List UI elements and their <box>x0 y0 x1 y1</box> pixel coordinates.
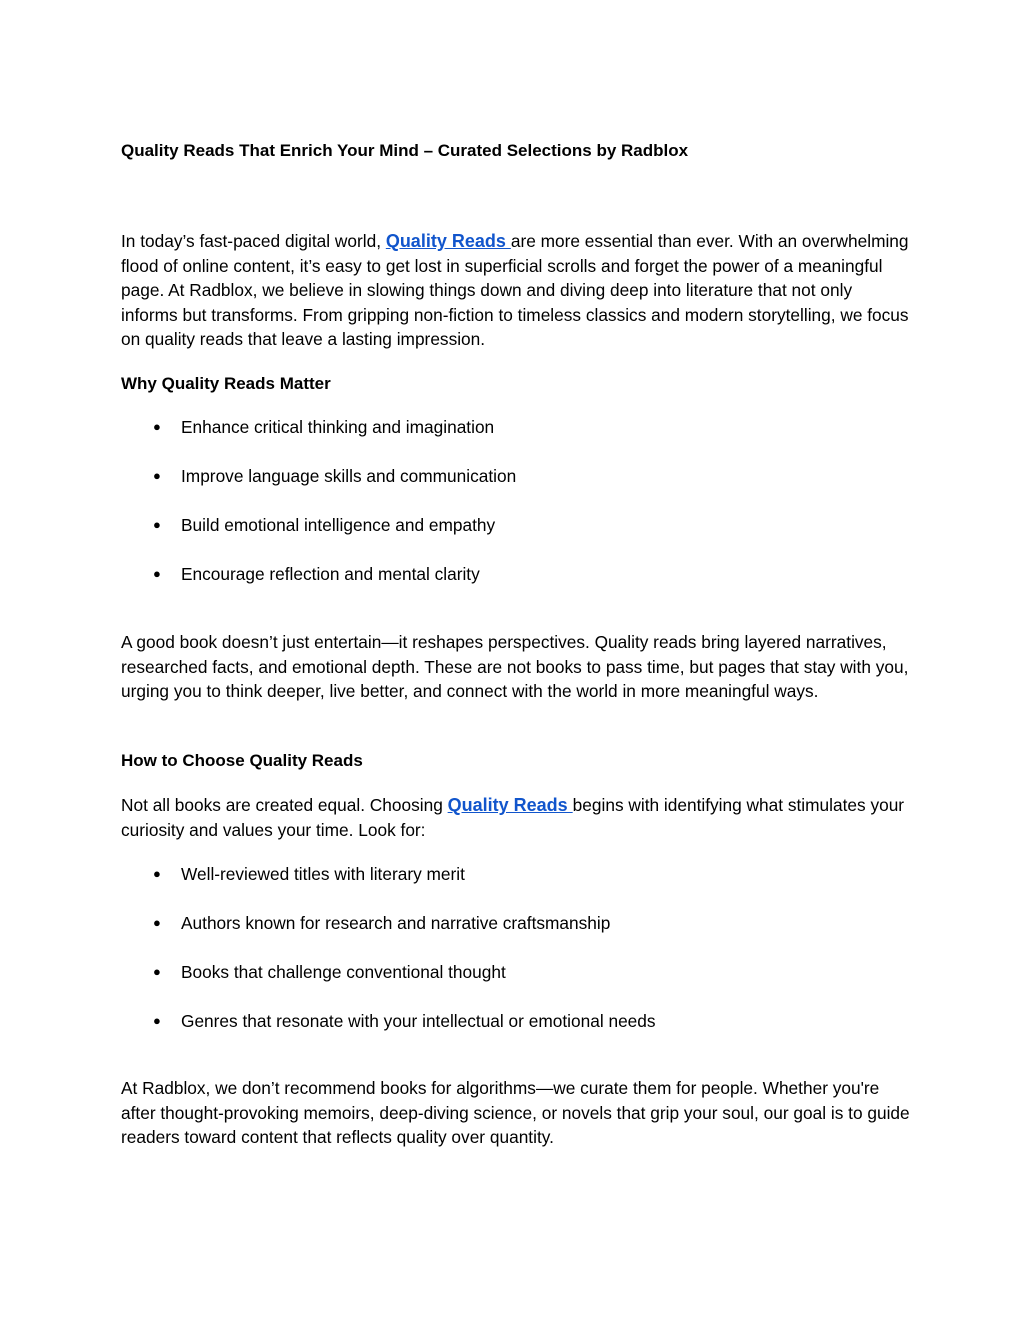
list-item <box>121 960 911 1009</box>
bullet-icon: ● <box>153 964 161 979</box>
book-perspective-paragraph: A good book doesn’t just entertain—it reshapes perspectives. Quality reads bring layered narratives, researched facts, and emotional depth. These are not books to pass time, but pages that stay with you, urging you to think deeper, live better, and connect with the world in more meaningful ways. <box>121 632 909 701</box>
bullet-icon: ● <box>153 566 161 581</box>
quality-reads-link-2[interactable]: Quality Reads <box>447 795 573 815</box>
bullet-icon: ● <box>153 1013 161 1028</box>
bullet-icon: ● <box>153 915 161 930</box>
list-item <box>121 464 911 513</box>
quality-reads-link-1[interactable]: Quality Reads <box>385 231 511 251</box>
list-item-text: Enhance critical thinking and imagination <box>181 417 495 437</box>
why-bullet-list <box>121 415 911 611</box>
document-title: Quality Reads That Enrich Your Mind – Curated Selections by Radblox <box>121 141 689 160</box>
list-item-text: Books that challenge conventional thought <box>181 962 506 982</box>
choose-text-before-link: Not all books are created equal. Choosing <box>121 795 448 815</box>
bullet-icon: ● <box>153 866 161 881</box>
list-item-text: Build emotional intelligence and empathy <box>181 515 496 535</box>
list-item <box>121 1009 911 1058</box>
list-item-text: Improve language skills and communication <box>181 466 517 486</box>
bullet-icon: ● <box>153 468 161 483</box>
list-item <box>121 862 911 911</box>
list-item <box>121 415 911 464</box>
intro-text-before-link: In today’s fast-paced digital world, <box>121 231 386 251</box>
list-item-text: Well-reviewed titles with literary merit <box>181 864 465 884</box>
intro-text-after-link: are more essential than ever. With an overwhelming flood of online content, it’s easy to get lost in superficial scrolls and forget the power of a meaningful page. At Radblox, we believe in slowing things down and diving deep into literature that not only informs but transforms. From gripping non-fiction to timeless classics and modern storytelling, we focus on quality reads that leave a lasting impression. <box>121 231 909 349</box>
section-heading-why: Why Quality Reads Matter <box>121 374 331 393</box>
list-item-text: Genres that resonate with your intellectual or emotional needs <box>181 1011 656 1031</box>
how-bullet-list <box>121 862 911 1058</box>
choose-intro-paragraph <box>121 793 911 842</box>
choose-text-after-link: begins with identifying what stimulates your curiosity and values your time. Look for: <box>121 795 905 840</box>
list-item-text: Authors known for research and narrative craftsmanship <box>181 913 611 933</box>
list-item <box>121 513 911 562</box>
closing-paragraph: At Radblox, we don’t recommend books for algorithms—we curate them for people. Whether you're after thought-provoking memoirs, deep-diving science, or novels that grip your soul, our goal is to guide readers toward content that reflects quality over quantity. <box>121 1078 910 1147</box>
list-item-text: Encourage reflection and mental clarity <box>181 564 480 584</box>
bullet-icon: ● <box>153 419 161 434</box>
bullet-icon: ● <box>153 517 161 532</box>
intro-paragraph <box>121 229 911 352</box>
list-item <box>121 562 911 611</box>
section-heading-how: How to Choose Quality Reads <box>121 751 363 770</box>
list-item <box>121 911 911 960</box>
